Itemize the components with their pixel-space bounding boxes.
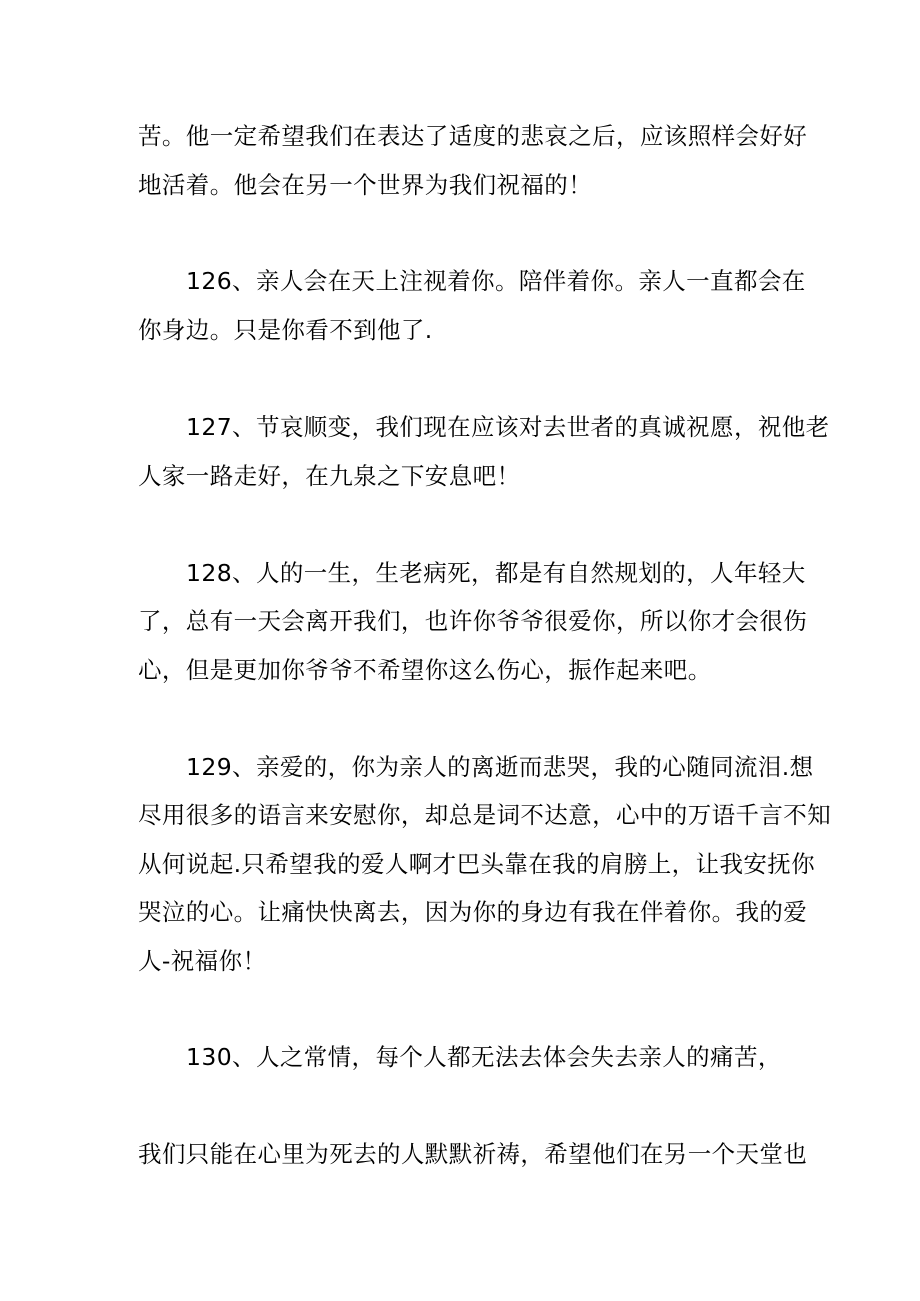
paragraph-line: 尽用很多的语言来安慰你，却总是词不达意，心中的万语千言不知 <box>138 801 832 829</box>
paragraph-line: 人家一路走好，在九泉之下安息吧！ <box>138 462 521 490</box>
paragraph-line: 了，总有一天会离开我们，也许你爷爷很爱你，所以你才会很伤 <box>138 607 808 635</box>
paragraph-line: 129、亲爱的，你为亲人的离逝而悲哭，我的心随同流泪.想 <box>186 753 814 781</box>
paragraph-line: 127、节哀顺变，我们现在应该对去世者的真诚祝愿，祝他老 <box>186 413 830 441</box>
paragraph-line: 126、亲人会在天上注视着你。陪伴着你。亲人一直都会在 <box>186 267 806 295</box>
paragraph-line: 128、人的一生，生老病死，都是有自然规划的，人年轻大 <box>186 559 806 587</box>
paragraph-line: 人-祝福你！ <box>138 947 267 975</box>
paragraph-line: 地活着。他会在另一个世界为我们祝福的！ <box>138 171 593 199</box>
paragraph-line: 你身边。只是你看不到他了. <box>138 316 433 344</box>
paragraph-line: 我们只能在心里为死去的人默默祈祷，希望他们在另一个天堂也 <box>138 1140 808 1168</box>
paragraph-line: 哭泣的心。让痛快快离去，因为你的身边有我在伴着你。我的爱 <box>138 898 808 926</box>
paragraph-line: 心，但是更加你爷爷不希望你这么伤心，振作起来吧。 <box>138 656 712 684</box>
paragraph-line: 从何说起.只希望我的爱人啊才巴头靠在我的肩膀上，让我安抚你 <box>138 850 816 878</box>
paragraph-line: 130、人之常情，每个人都无法去体会失去亲人的痛苦， <box>186 1043 782 1071</box>
paragraph-line: 苦。他一定希望我们在表达了适度的悲哀之后，应该照样会好好 <box>138 122 808 150</box>
